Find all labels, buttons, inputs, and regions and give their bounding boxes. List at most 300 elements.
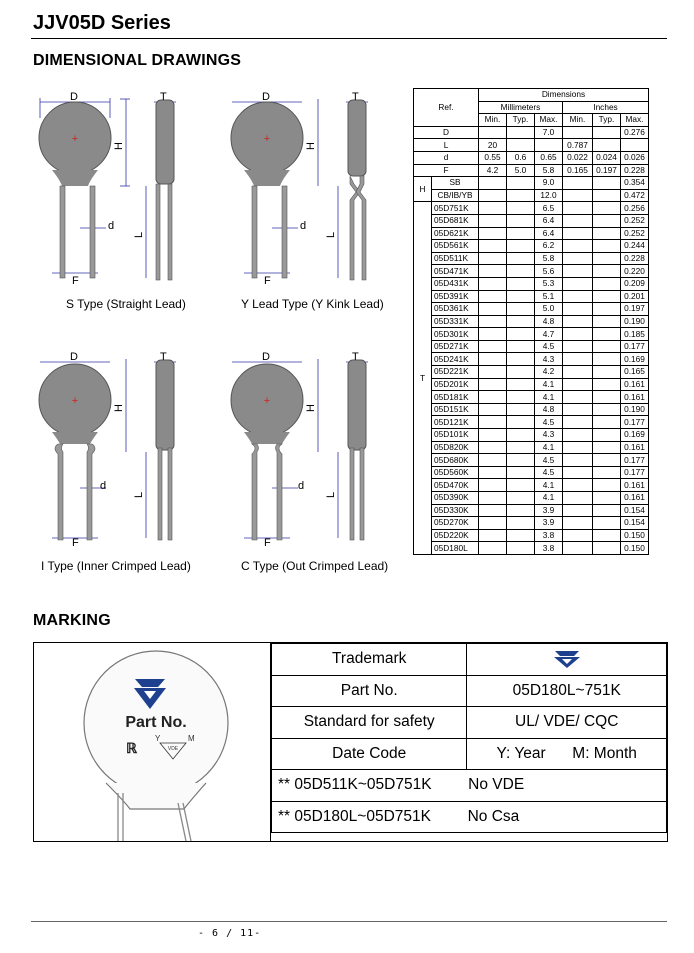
table-row [414, 353, 649, 366]
row-ref: 05D271K [432, 340, 479, 353]
svg-text:+: + [71, 133, 79, 145]
cell-empty [507, 315, 535, 328]
table-row [414, 517, 649, 530]
cell-value: 0.161 [621, 378, 649, 391]
cell-value [563, 177, 593, 190]
table-row [414, 328, 649, 341]
dim-label-l: L [133, 231, 145, 238]
cell-empty [563, 366, 593, 379]
table-row [414, 466, 649, 479]
dim-label-h: H [113, 142, 125, 150]
row-ref: 05D621K [432, 227, 479, 240]
row-ref: CB/IB/YB [432, 189, 479, 202]
varistor-marking-illustration [34, 643, 270, 841]
cell-value: 3.9 [535, 517, 563, 530]
dim-label-h: H [113, 404, 125, 412]
cell-empty [479, 441, 507, 454]
cell-empty [479, 542, 507, 555]
cell-value: 5.8 [535, 252, 563, 265]
cell-value: 3.8 [535, 529, 563, 542]
cell-value: 6.4 [535, 227, 563, 240]
cell-empty [593, 277, 621, 290]
cell-empty [593, 416, 621, 429]
cell-value: 0.787 [563, 139, 593, 152]
dim-label-l: L [325, 491, 337, 498]
y-mark: Y [155, 734, 161, 743]
cell-value: 6.4 [535, 214, 563, 227]
cell-empty [593, 265, 621, 278]
cell-value [535, 139, 563, 152]
cell-empty [593, 441, 621, 454]
cell-empty [593, 353, 621, 366]
cell-value: 5.0 [535, 303, 563, 316]
cell-value: 7.0 [535, 126, 563, 139]
cell-value [563, 189, 593, 202]
cell-empty [479, 227, 507, 240]
table-row [414, 126, 649, 139]
row-ref: 05D151K [432, 403, 479, 416]
row-ref: 05D471K [432, 265, 479, 278]
s-type-drawing [30, 88, 190, 293]
cell-empty [507, 277, 535, 290]
cell-value: 0.6 [507, 151, 535, 164]
sub-header: Typ. [593, 114, 621, 127]
cell-value: 0.472 [621, 189, 649, 202]
caption-c-type: C Type (Out Crimped Lead) [241, 559, 389, 573]
caption-s-type: S Type (Straight Lead) [66, 297, 186, 311]
header-millimeters: Millimeters [479, 101, 563, 114]
dim-label-f: F [72, 275, 79, 287]
date-code-year: Y: Year [496, 744, 546, 762]
cell-empty [563, 517, 593, 530]
series-title: JJV05D Series [33, 12, 171, 34]
row-ref: 05D221K [432, 366, 479, 379]
group-t-label: T [414, 202, 432, 555]
row-ref: 05D560K [432, 466, 479, 479]
dim-label-l: L [325, 231, 337, 238]
svg-text:+: + [263, 395, 271, 407]
cell-value [621, 139, 649, 152]
marked-varistor-image [34, 643, 271, 841]
marking-value: 05D180L~751K [467, 675, 667, 707]
marking-note [272, 770, 667, 802]
dim-label-d-top: D [262, 351, 270, 363]
cell-value: 0.169 [621, 429, 649, 442]
cell-value: 4.1 [535, 391, 563, 404]
row-ref: 05D331K [432, 315, 479, 328]
table-row [414, 164, 649, 177]
sub-header: Typ. [507, 114, 535, 127]
cell-empty [593, 492, 621, 505]
note-range: ** 05D511K~05D751K [278, 776, 432, 794]
header-dimensions: Dimensions [479, 89, 649, 102]
cell-empty [507, 504, 535, 517]
cell-value: 0.161 [621, 492, 649, 505]
cell-empty [593, 366, 621, 379]
dim-label-lead-d: d [300, 220, 307, 232]
table-row [414, 441, 649, 454]
cell-value: 0.161 [621, 391, 649, 404]
cell-value: 5.0 [507, 164, 535, 177]
cell-empty [563, 240, 593, 253]
cell-value: 0.209 [621, 277, 649, 290]
cell-value: 5.3 [535, 277, 563, 290]
cell-empty [479, 328, 507, 341]
marking-key: Part No. [272, 675, 467, 707]
cell-empty [593, 252, 621, 265]
cell-value: 3.9 [535, 504, 563, 517]
cell-empty [479, 366, 507, 379]
cell-empty [479, 277, 507, 290]
table-row [414, 240, 649, 253]
cell-value: 3.8 [535, 542, 563, 555]
row-ref: F [414, 164, 479, 177]
table-row [414, 139, 649, 152]
cell-empty [479, 290, 507, 303]
row-ref: 05D820K [432, 441, 479, 454]
cell-value: 0.354 [621, 177, 649, 190]
dim-label-f: F [72, 537, 79, 549]
table-row [414, 366, 649, 379]
cell-value: 9.0 [535, 177, 563, 190]
dimensions-table [413, 88, 649, 555]
cell-empty [507, 517, 535, 530]
cell-value: 4.8 [535, 315, 563, 328]
y-type-drawing [222, 88, 382, 293]
cell-empty [507, 441, 535, 454]
date-code-month: M: Month [572, 744, 637, 762]
cell-empty [479, 265, 507, 278]
cell-empty [479, 492, 507, 505]
cell-empty [563, 504, 593, 517]
cell-empty [507, 492, 535, 505]
cell-empty [593, 466, 621, 479]
cell-value [507, 177, 535, 190]
row-ref: 05D431K [432, 277, 479, 290]
cell-empty [593, 303, 621, 316]
row-ref: 05D121K [432, 416, 479, 429]
cell-empty [479, 214, 507, 227]
cell-value: 5.1 [535, 290, 563, 303]
cell-empty [507, 303, 535, 316]
svg-text:+: + [71, 395, 79, 407]
sub-header: Max. [621, 114, 649, 127]
cell-empty [479, 529, 507, 542]
cell-empty [593, 378, 621, 391]
cell-value: 6.5 [535, 202, 563, 215]
row-ref: 05D270K [432, 517, 479, 530]
table-row [414, 479, 649, 492]
table-row [414, 290, 649, 303]
marking-table [271, 643, 667, 833]
trademark-cell [467, 644, 667, 676]
cell-value: 0.220 [621, 265, 649, 278]
cell-empty [507, 227, 535, 240]
dim-label-h: H [305, 142, 317, 150]
cell-value: 4.3 [535, 429, 563, 442]
cell-value: 0.190 [621, 403, 649, 416]
cell-empty [563, 340, 593, 353]
sub-header: Min. [479, 114, 507, 127]
cell-empty [563, 353, 593, 366]
page-number: - 6 / 11- [198, 928, 262, 939]
dim-label-d-top: D [70, 351, 78, 363]
cell-empty [563, 416, 593, 429]
cell-empty [507, 416, 535, 429]
cell-value: 0.252 [621, 214, 649, 227]
cell-value: 0.177 [621, 454, 649, 467]
vde-mark: VDE [167, 746, 179, 752]
note-text: No Csa [467, 807, 520, 825]
cell-empty [593, 479, 621, 492]
cell-empty [479, 378, 507, 391]
dim-label-lead-d: d [108, 220, 115, 232]
row-ref: 05D180L [432, 542, 479, 555]
cell-empty [563, 429, 593, 442]
cell-value: 4.5 [535, 340, 563, 353]
cell-empty [507, 366, 535, 379]
cell-value: 6.2 [535, 240, 563, 253]
cell-value: 0.276 [621, 126, 649, 139]
table-row [414, 177, 649, 190]
cell-empty [563, 378, 593, 391]
row-ref: D [414, 126, 479, 139]
dim-label-t: T [352, 351, 359, 363]
table-row [414, 504, 649, 517]
cell-empty [479, 466, 507, 479]
dim-label-h: H [305, 404, 317, 412]
cell-empty [479, 416, 507, 429]
row-ref: 05D181K [432, 391, 479, 404]
cell-value: 4.1 [535, 441, 563, 454]
cell-empty [593, 517, 621, 530]
row-ref: 05D201K [432, 378, 479, 391]
marking-value: UL/ VDE/ CQC [467, 707, 667, 739]
row-ref: 05D301K [432, 328, 479, 341]
cell-value: 0.161 [621, 479, 649, 492]
cell-empty [593, 328, 621, 341]
cell-empty [507, 403, 535, 416]
cell-empty [563, 303, 593, 316]
row-ref: 05D220K [432, 529, 479, 542]
cell-empty [593, 202, 621, 215]
table-row [414, 529, 649, 542]
cell-empty [563, 441, 593, 454]
cell-value [507, 139, 535, 152]
table-row [414, 202, 649, 215]
cell-value: 0.154 [621, 517, 649, 530]
cell-empty [563, 202, 593, 215]
cell-value: 4.5 [535, 466, 563, 479]
row-ref: 05D330K [432, 504, 479, 517]
table-row [414, 492, 649, 505]
table-row [414, 277, 649, 290]
cell-value: 5.8 [535, 164, 563, 177]
marking-key: Trademark [272, 644, 467, 676]
cell-value: 5.6 [535, 265, 563, 278]
cell-value: 4.8 [535, 403, 563, 416]
cell-value: 0.190 [621, 315, 649, 328]
table-row [414, 303, 649, 316]
dim-label-f: F [264, 537, 271, 549]
row-ref: d [414, 151, 479, 164]
cell-value: 0.244 [621, 240, 649, 253]
cell-value: 0.154 [621, 504, 649, 517]
row-ref: 05D751K [432, 202, 479, 215]
cell-empty [479, 252, 507, 265]
note-text: No VDE [468, 776, 525, 794]
cell-empty [479, 202, 507, 215]
cell-empty [563, 403, 593, 416]
cell-value: 0.197 [621, 303, 649, 316]
table-row [414, 454, 649, 467]
cell-value: 0.026 [621, 151, 649, 164]
cell-empty [593, 290, 621, 303]
sub-header: Max. [535, 114, 563, 127]
trademark-logo-icon [554, 650, 580, 668]
cell-value: 4.3 [535, 353, 563, 366]
dim-label-d-top: D [262, 91, 270, 103]
cell-value [479, 189, 507, 202]
dim-label-l: L [133, 491, 145, 498]
table-row [414, 416, 649, 429]
cell-empty [479, 303, 507, 316]
cell-empty [507, 214, 535, 227]
note-range: ** 05D180L~05D751K [278, 807, 431, 825]
cell-value: 0.228 [621, 164, 649, 177]
cell-value [479, 177, 507, 190]
cell-empty [507, 240, 535, 253]
cell-empty [563, 227, 593, 240]
cell-value: 20 [479, 139, 507, 152]
dim-label-d-top: D [70, 91, 78, 103]
marking-key: Date Code [272, 738, 467, 770]
cell-empty [507, 290, 535, 303]
cell-empty [479, 403, 507, 416]
footer-rule [31, 921, 667, 922]
cell-empty [507, 466, 535, 479]
row-ref: 05D470K [432, 479, 479, 492]
cell-empty [479, 353, 507, 366]
cell-value: 4.2 [479, 164, 507, 177]
dim-label-lead-d: d [100, 480, 107, 492]
cell-empty [479, 315, 507, 328]
cell-empty [507, 265, 535, 278]
table-row [414, 340, 649, 353]
ul-mark-icon: ℝ [126, 742, 138, 757]
cell-empty [507, 340, 535, 353]
section-title-marking: MARKING [33, 612, 111, 629]
cell-empty [563, 290, 593, 303]
marking-note [272, 801, 667, 833]
table-row [414, 189, 649, 202]
cell-value [507, 189, 535, 202]
cell-empty [593, 240, 621, 253]
cell-value: 4.5 [535, 454, 563, 467]
header-ref: Ref. [414, 89, 479, 127]
table-row [414, 403, 649, 416]
table-row [414, 542, 649, 555]
table-row [414, 214, 649, 227]
dim-label-t: T [160, 351, 167, 363]
header-inches: Inches [563, 101, 649, 114]
cell-value [479, 126, 507, 139]
caption-i-type: I Type (Inner Crimped Lead) [41, 559, 191, 573]
table-row [414, 151, 649, 164]
caption-y-type: Y Lead Type (Y Kink Lead) [241, 297, 384, 311]
row-ref: 05D561K [432, 240, 479, 253]
cell-empty [507, 252, 535, 265]
dim-label-lead-d: d [298, 480, 305, 492]
cell-value [593, 126, 621, 139]
row-ref: 05D361K [432, 303, 479, 316]
m-mark: M [188, 734, 195, 743]
cell-value: 4.1 [535, 492, 563, 505]
row-ref: 05D511K [432, 252, 479, 265]
row-ref: SB [432, 177, 479, 190]
cell-empty [507, 479, 535, 492]
cell-value: 0.201 [621, 290, 649, 303]
cell-empty [593, 340, 621, 353]
cell-empty [563, 277, 593, 290]
i-type-drawing [30, 348, 190, 553]
cell-empty [593, 542, 621, 555]
cell-empty [563, 391, 593, 404]
cell-value: 0.177 [621, 466, 649, 479]
group-h-label: H [414, 177, 432, 202]
row-ref: 05D390K [432, 492, 479, 505]
dim-label-t: T [160, 91, 167, 103]
cell-value: 0.177 [621, 340, 649, 353]
table-row [414, 429, 649, 442]
c-type-drawing [222, 348, 382, 553]
marking-key: Standard for safety [272, 707, 467, 739]
cell-empty [479, 391, 507, 404]
row-ref: 05D101K [432, 429, 479, 442]
cell-empty [507, 328, 535, 341]
table-row [414, 265, 649, 278]
cell-empty [479, 240, 507, 253]
row-ref: L [414, 139, 479, 152]
table-row [414, 252, 649, 265]
cell-value: 0.165 [563, 164, 593, 177]
cell-value: 0.150 [621, 529, 649, 542]
cell-empty [563, 252, 593, 265]
marking-box [33, 642, 668, 842]
cell-value: 0.177 [621, 416, 649, 429]
cell-empty [507, 529, 535, 542]
cell-empty [507, 391, 535, 404]
cell-value: 0.256 [621, 202, 649, 215]
date-code-value [467, 738, 667, 770]
dim-label-f: F [264, 275, 271, 287]
cell-value: 4.5 [535, 416, 563, 429]
sub-header: Min. [563, 114, 593, 127]
cell-value: 0.024 [593, 151, 621, 164]
cell-value: 0.252 [621, 227, 649, 240]
header-rule [31, 38, 667, 39]
cell-empty [593, 227, 621, 240]
cell-value: 0.169 [621, 353, 649, 366]
cell-empty [507, 542, 535, 555]
cell-empty [479, 429, 507, 442]
table-row [414, 378, 649, 391]
cell-empty [563, 542, 593, 555]
cell-value [593, 177, 621, 190]
cell-empty [507, 202, 535, 215]
section-title-dimensional-drawings: DIMENSIONAL DRAWINGS [33, 52, 242, 69]
cell-value: 0.022 [563, 151, 593, 164]
